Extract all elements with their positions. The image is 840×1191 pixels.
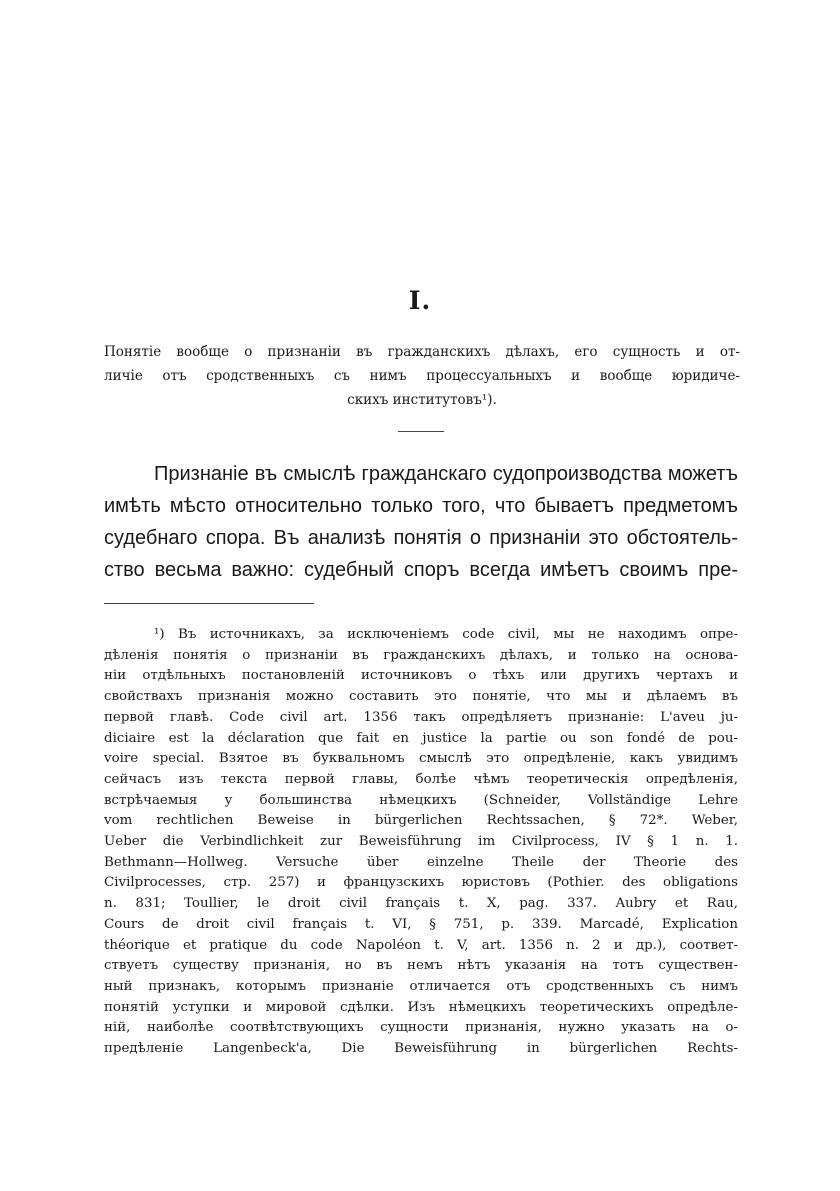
body-line: имѣть мѣсто относительно только того, что бываетъ предметомъ: [104, 495, 738, 517]
footnote-line: Ueber die Verbindlichkeit zur Beweisführung im Civilprocess, IV § 1 n. 1.: [104, 834, 738, 850]
chapter-heading: [104, 340, 740, 412]
footnote-divider: [104, 603, 314, 604]
footnote-line: встрѣчаемыя у большинства нѣмецкихъ (Schneider, Vollständige Lehre: [104, 792, 738, 808]
footnote-line: свойствахъ признанія можно составить это понятіе, что мы и дѣлаемъ въ: [104, 689, 738, 705]
footnote-line: Civilprocesses, стр. 257) и французскихъ юристовъ (Pothier. des obligations: [104, 875, 738, 891]
body-line: ство весьма важно: судебный споръ всегда имѣетъ своимъ пре-: [104, 559, 738, 581]
footnote-line: понятій уступки и мировой сдѣлки. Изъ нѣмецкихъ теоретическихъ опредѣле-: [104, 999, 738, 1015]
footnote-line: vom rechtlichen Beweise in bürgerlichen Rechtssachen, § 72*. Weber,: [104, 813, 738, 829]
footnote-line: ный признакъ, которымъ признаніе отличается отъ сродственныхъ съ нимъ: [104, 978, 738, 994]
body-paragraph: [104, 458, 738, 586]
footnote-line: ній, наиболѣе соотвѣтствующихъ сущности признанія, нужно указать на о-: [104, 1020, 738, 1036]
body-line: судебнаго спора. Въ анализѣ понятія о признаніи это обстоятель-: [104, 527, 738, 549]
section-divider: [398, 431, 444, 432]
chapter-number: I.: [408, 286, 432, 315]
chapter-heading-line: скихъ институтовъ¹).: [347, 392, 497, 408]
footnote-line: предѣленіе Langenbeck'a, Die Beweisführung in bürgerlichen Rechts-: [104, 1041, 738, 1057]
footnote-line: сейчасъ изъ текста первой главы, болѣе чѣмъ теоретическія опредѣленія,: [104, 771, 738, 787]
footnote-line: diciaire est la déclaration que fait en justice la partie ou son fondé de pou-: [104, 730, 738, 746]
footnote-line: ніи отдѣльныхъ постановленій источниковъ о тѣхъ или другихъ чертахъ и: [104, 668, 738, 684]
footnote-line: théorique et pratique du code Napoléon t. V, art. 1356 n. 2 и др.), соответ-: [104, 937, 738, 953]
body-line: Признаніе въ смыслѣ гражданскаго судопроизводства можетъ: [154, 463, 738, 485]
footnote-line: voire special. Взятое въ буквальномъ смыслѣ это опредѣленіе, какъ увидимъ: [104, 751, 738, 767]
footnote-line: дѣленія понятія о признаніи въ гражданскихъ дѣлахъ, и только на основа-: [104, 647, 738, 663]
footnote: [104, 625, 738, 1060]
footnote-line: Cours de droit civil français t. VI, § 751, p. 339. Marcadé, Explication: [104, 916, 738, 932]
chapter-heading-line: личіе отъ сродственныхъ съ нимъ процессуальныхъ и вообще юридиче-: [104, 368, 740, 384]
footnote-line: n. 831; Toullier, le droit civil français t. X, pag. 337. Aubry et Rau,: [104, 896, 738, 912]
chapter-heading-line: Понятіе вообще о признаніи въ гражданскихъ дѣлахъ, его сущность и от-: [104, 344, 740, 360]
footnote-line: Bethmann—Hollweg. Versuche über einzelne Theile der Theorie des: [104, 854, 738, 870]
footnote-line: ствуетъ существу признанія, но въ немъ нѣтъ указанія на тотъ существен-: [104, 958, 738, 974]
footnote-line: ¹) Въ источникахъ, за исключеніемъ code civil, мы не находимъ опре-: [154, 627, 738, 642]
footnote-line: первой главѣ. Code civil art. 1356 такъ опредѣляетъ признаніе: L'aveu ju-: [104, 709, 738, 725]
